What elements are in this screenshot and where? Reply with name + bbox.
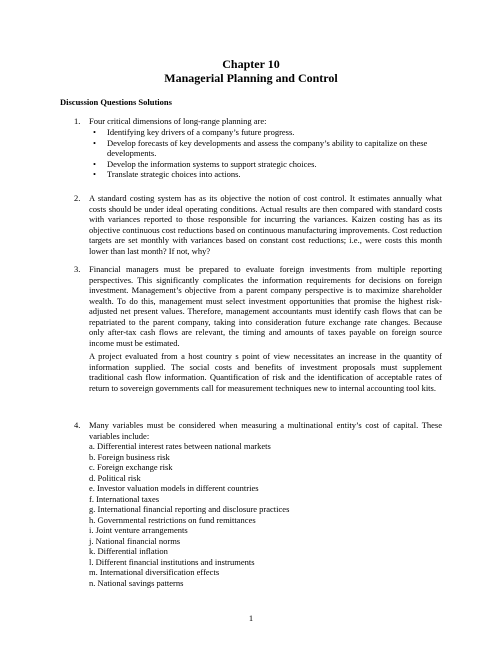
list-item: d. Political risk (89, 472, 141, 483)
list-item: i. Joint venture arrangements (89, 525, 188, 535)
question-number: 1. (74, 116, 81, 126)
list-item: b. Foreign business risk (89, 451, 170, 462)
list-item: e. Investor valuation models in different countries (89, 483, 259, 493)
list-item: g. International financial reporting and disclosure practices (89, 504, 290, 514)
question-1-bullets (89, 127, 442, 180)
question-2-text: A standard costing system has as its objective the notion of cost control. It estimates annually what costs should be under ideal operating conditions. Actual results are then compared with standard costs with variances reported to those responsible for incurring the variances. Kaizen costing has as its objective continuous cost reductions based on continuous manufacturing improvements. Cost reduction targets are set monthly with variances based on constant cost reductions; i.e., were costs this month lower than last month? If not, why? (89, 193, 442, 256)
question-4-variable-list (89, 441, 442, 588)
section-heading: Discussion Questions Solutions (60, 97, 172, 107)
list-item: • Develop the information systems to support strategic choices. (93, 158, 317, 169)
bullet-icon: • (93, 137, 96, 148)
list-item: h. Governmental restrictions on fund remittances (89, 514, 256, 525)
question-1-intro: Four critical dimensions of long-range planning are: (89, 116, 267, 126)
question-number: 3. (74, 264, 81, 274)
list-item: • Identifying key drivers of a company’s future progress. (93, 127, 295, 137)
list-item: m. International diversification effects (89, 567, 220, 577)
chapter-number: Chapter 10 (222, 57, 280, 71)
list-item: k. Differential inflation (89, 546, 168, 556)
list-item: j. National financial norms (89, 535, 181, 546)
question-3-paragraph-2: A project evaluated from a host country s point of view necessitates an increase in the quantity of information supplied. The social costs and benefits of investment proposals must supplement traditional cash flow information. Quantification of risk and the identification of acceptable rates of return to sovereign governments call for measurement techniques new to internal accounting tool kits. (89, 351, 442, 393)
question-number: 2. (74, 193, 81, 203)
list-item: c. Foreign exchange risk (89, 462, 173, 472)
bullet-icon: • (93, 127, 96, 137)
chapter-title: Managerial Planning and Control (164, 71, 338, 85)
question-number: 4. (74, 420, 81, 430)
list-item: l. Different financial institutions and instruments (89, 556, 255, 567)
question-3-paragraph-1: Financial managers must be prepared to evaluate foreign investments from multiple reporting perspectives. This significantly complicates the information requirements for decisions on foreign investment. Management’s objective from a parent company perspective is to maximize shareholder wealth. To do this, management must select investment opportunities that promise the highest risk-adjusted net present values. Therefore, management accountants must identify cash flows that can be repatriated to the parent company, taking into consideration future exchange rate changes. Because only after-tax cash flows are relevant, the timing and amounts of taxes payable on foreign source income must be estimated. (89, 264, 442, 348)
list-item: • Translate strategic choices into actions. (93, 169, 241, 179)
list-item: n. National savings patterns (89, 577, 184, 588)
list-item: a. Differential interest rates between national markets (89, 441, 271, 451)
list-item: • Develop forecasts of key developments and assess the company’s ability to capitalize on these developments. (93, 137, 428, 158)
bullet-icon: • (93, 169, 96, 179)
question-4-intro: Many variables must be considered when measuring a multinational entity’s cost of capital. These variables include: (89, 420, 442, 441)
list-item: f. International taxes (89, 493, 160, 504)
page-number: 1 (248, 613, 254, 623)
bullet-icon: • (93, 158, 96, 169)
